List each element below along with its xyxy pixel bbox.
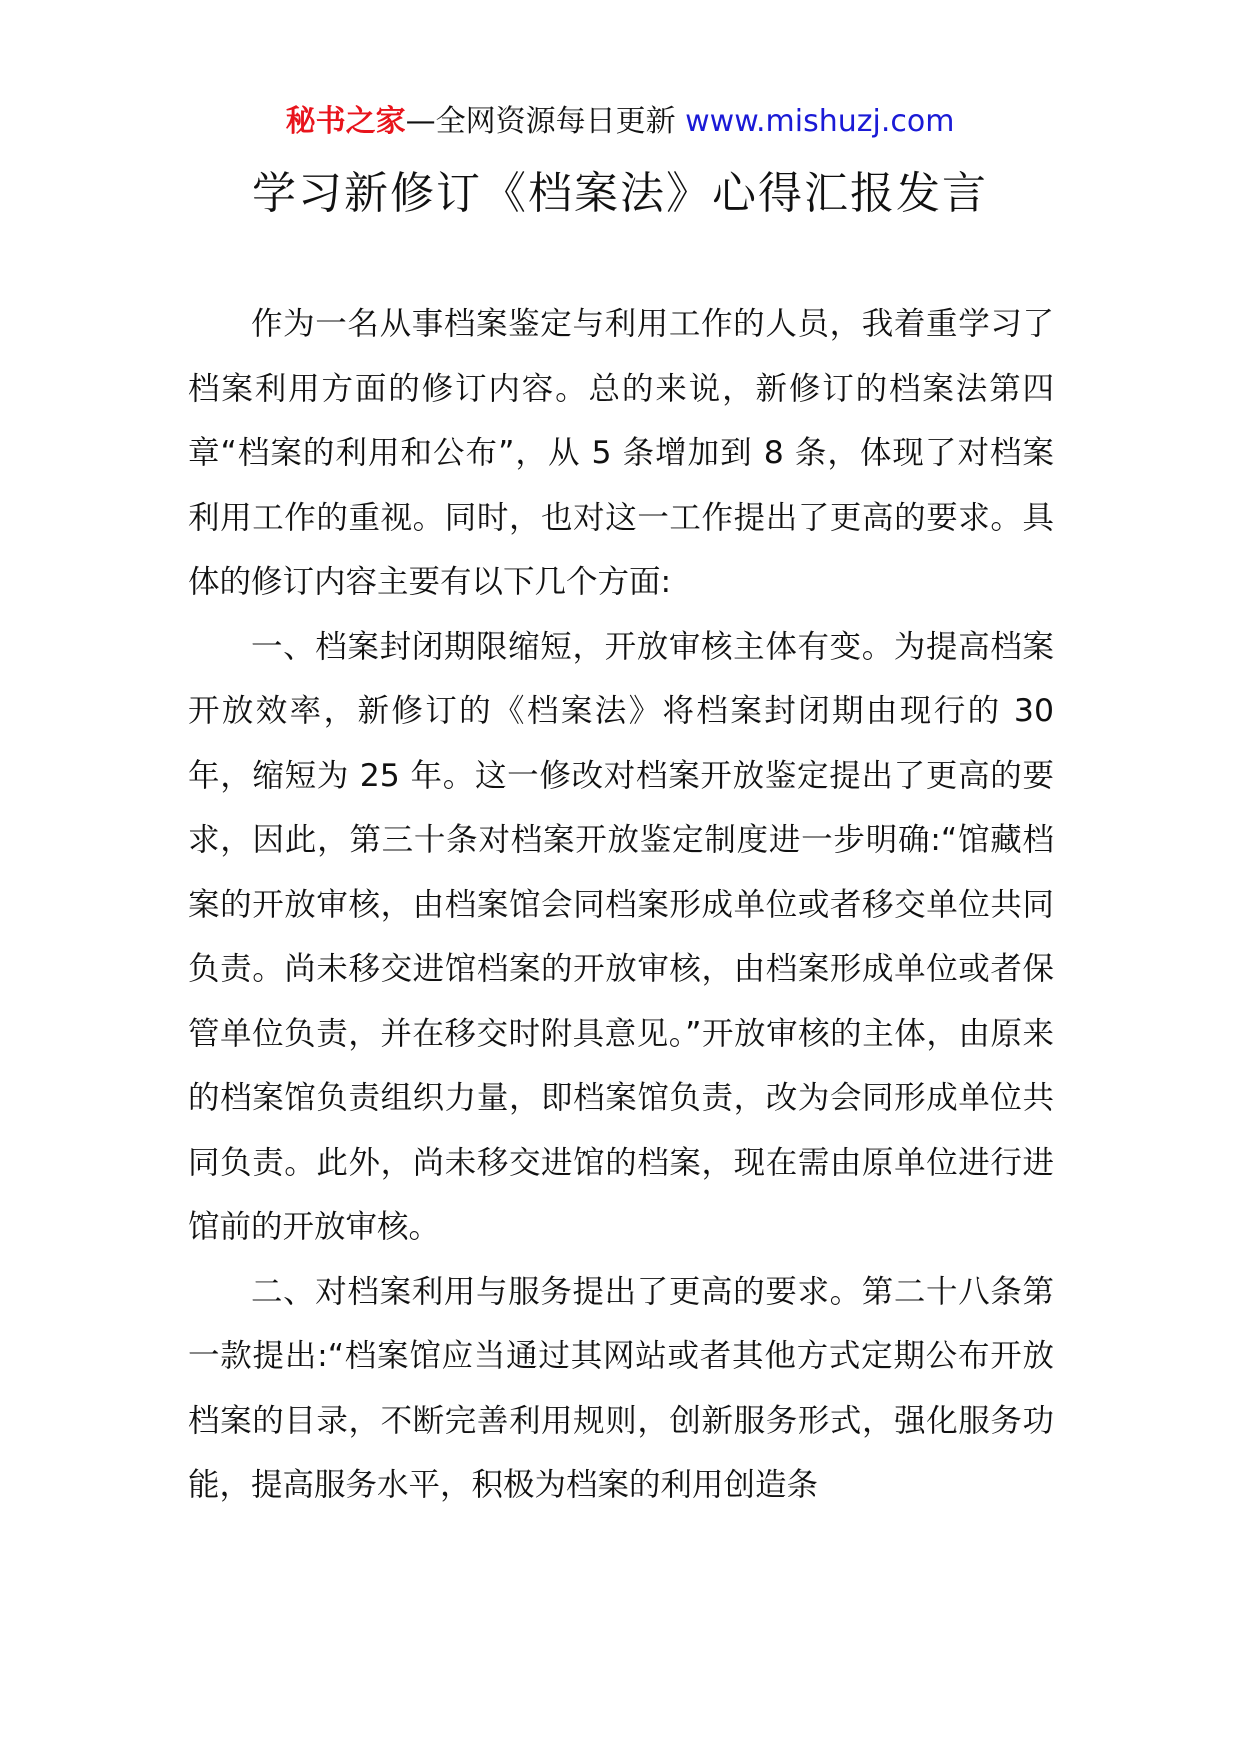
document-body [188, 292, 1054, 1518]
body-paragraph: 二、对档案利用与服务提出了更高的要求。第二十八条第一款提出:“档案馆应当通过其网站或者其他方式定期公布开放档案的目录，不断完善利用规则，创新服务形式，强化服务功能，提高服务水平，积极为档案的利用创造条 [188, 1273, 1054, 1503]
brand-name: 秘书之家 [285, 104, 406, 139]
site-url: www.mishuzj.com [685, 104, 955, 139]
body-paragraph: 一、档案封闭期限缩短，开放审核主体有变。为提高档案开放效率，新修订的《档案法》将档案封闭期由现行的 30 年，缩短为 25 年。这一修改对档案开放鉴定提出了更高的要求，因此，第三十条对档案开放鉴定制度进一步明确:“馆藏档案的开放审核，由档案馆会同档案形成单位或者移交单位共同负责。尚未移交进馆档案的开放审核，由档案形成单位或者保管单位负责，并在移交时附具意见。”开放审核的主体，由原来的档案馆负责组织力量，即档案馆负责，改为会同形成单位共同负责。此外，尚未移交进馆的档案，现在需由原单位进行进馆前的开放审核。 [188, 628, 1054, 1245]
site-header [0, 100, 1240, 144]
document-title: 学习新修订《档案法》心得汇报发言 [252, 168, 988, 219]
body-paragraph: 作为一名从事档案鉴定与利用工作的人员，我着重学习了档案利用方面的修订内容。总的来说，新修订的档案法第四章“档案的利用和公布”，从 5 条增加到 8 条，体现了对档案利用工作的重视。同时，也对这一工作提出了更高的要求。具体的修订内容主要有以下几个方面: [188, 306, 1054, 600]
header-tagline: —全网资源每日更新 [405, 104, 686, 139]
